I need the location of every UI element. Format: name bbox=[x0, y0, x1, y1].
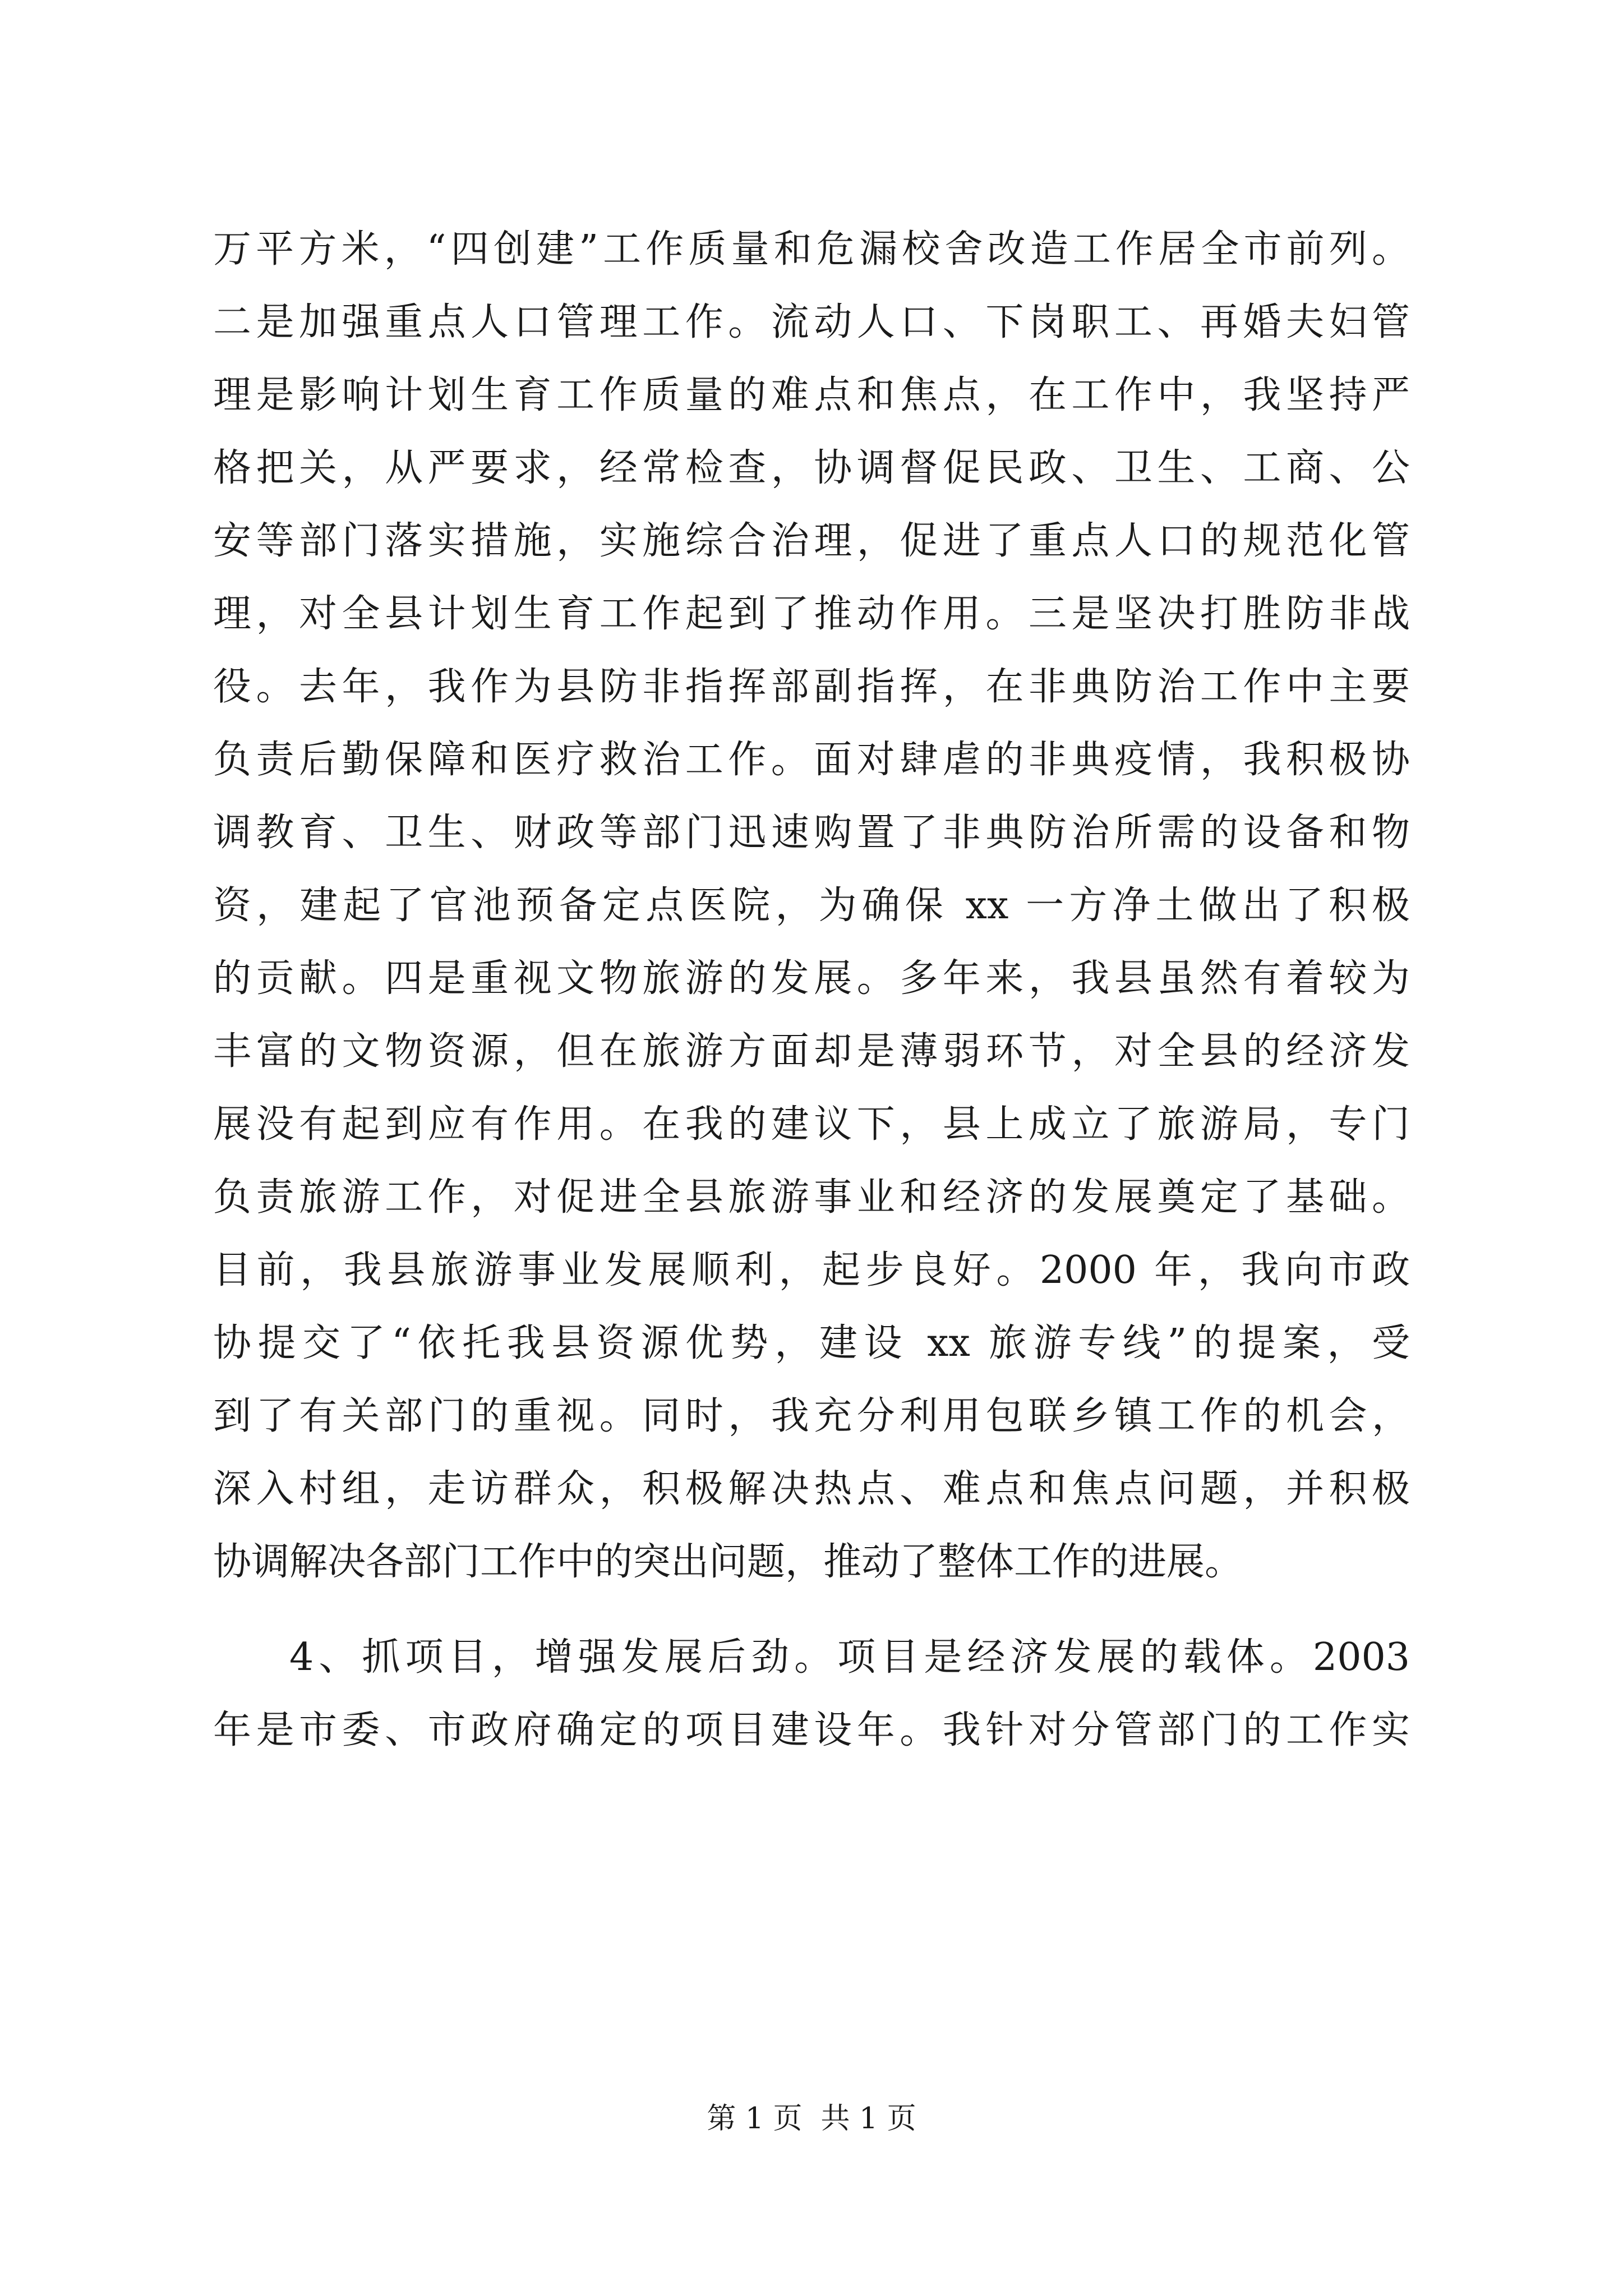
text-line-1: 万平方米，“四创建”工作质量和危漏校舍改造工作居全市前列。 bbox=[213, 227, 1410, 272]
text-line-14: 负责旅游工作，对促进全县旅游事业和经济的发展奠定了基础。 bbox=[213, 1175, 1410, 1220]
text-line-8: 负责后勤保障和医疗救治工作。面对肆虐的非典疫情，我积极协 bbox=[213, 738, 1410, 782]
text-line-10: 资，建起了官池预备定点医院，为确保 xx 一方净土做出了积极 bbox=[213, 884, 1410, 928]
text-line-17: 到了有关部门的重视。同时，我充分利用包联乡镇工作的机会， bbox=[213, 1394, 1410, 1438]
text-line-19: 协调解决各部门工作中的突出问题，推动了整体工作的进展。 bbox=[213, 1540, 1243, 1584]
text-line-6: 理，对全县计划生育工作起到了推动作用。三是坚决打胜防非战 bbox=[213, 592, 1410, 636]
text-line-21: 年是市委、市政府确定的项目建设年。我针对分管部门的工作实 bbox=[213, 1708, 1410, 1752]
text-line-5: 安等部门落实措施，实施综合治理，促进了重点人口的规范化管 bbox=[213, 519, 1410, 563]
text-line-2: 二是加强重点人口管理工作。流动人口、下岗职工、再婚夫妇管 bbox=[213, 300, 1410, 344]
text-line-4: 格把关，从严要求，经常检查，协调督促民政、卫生、工商、公 bbox=[213, 446, 1410, 490]
text-line-13: 展没有起到应有作用。在我的建议下，县上成立了旅游局，专门 bbox=[213, 1102, 1410, 1147]
text-line-18: 深入村组，走访群众，积极解决热点、难点和焦点问题，并积极 bbox=[213, 1467, 1410, 1511]
text-line-9: 调教育、卫生、财政等部门迅速购置了非典防治所需的设备和物 bbox=[213, 811, 1410, 855]
page-footer: 第 1 页 共 1 页 bbox=[707, 2102, 916, 2136]
text-line-3: 理是影响计划生育工作质量的难点和焦点，在工作中，我坚持严 bbox=[213, 373, 1410, 417]
text-line-15: 目前，我县旅游事业发展顺利，起步良好。2000 年，我向市政 bbox=[213, 1248, 1410, 1292]
text-line-16: 协提交了“依托我县资源优势，建设 xx 旅游专线”的提案，受 bbox=[213, 1321, 1410, 1365]
text-line-20: 4、抓项目，增强发展后劲。项目是经济发展的载体。2003 bbox=[289, 1635, 1410, 1680]
text-line-11: 的贡献。四是重视文物旅游的发展。多年来，我县虽然有着较为 bbox=[213, 956, 1410, 1001]
text-line-7: 役。去年，我作为县防非指挥部副指挥，在非典防治工作中主要 bbox=[213, 665, 1410, 709]
text-line-12: 丰富的文物资源，但在旅游方面却是薄弱环节，对全县的经济发 bbox=[213, 1029, 1410, 1074]
